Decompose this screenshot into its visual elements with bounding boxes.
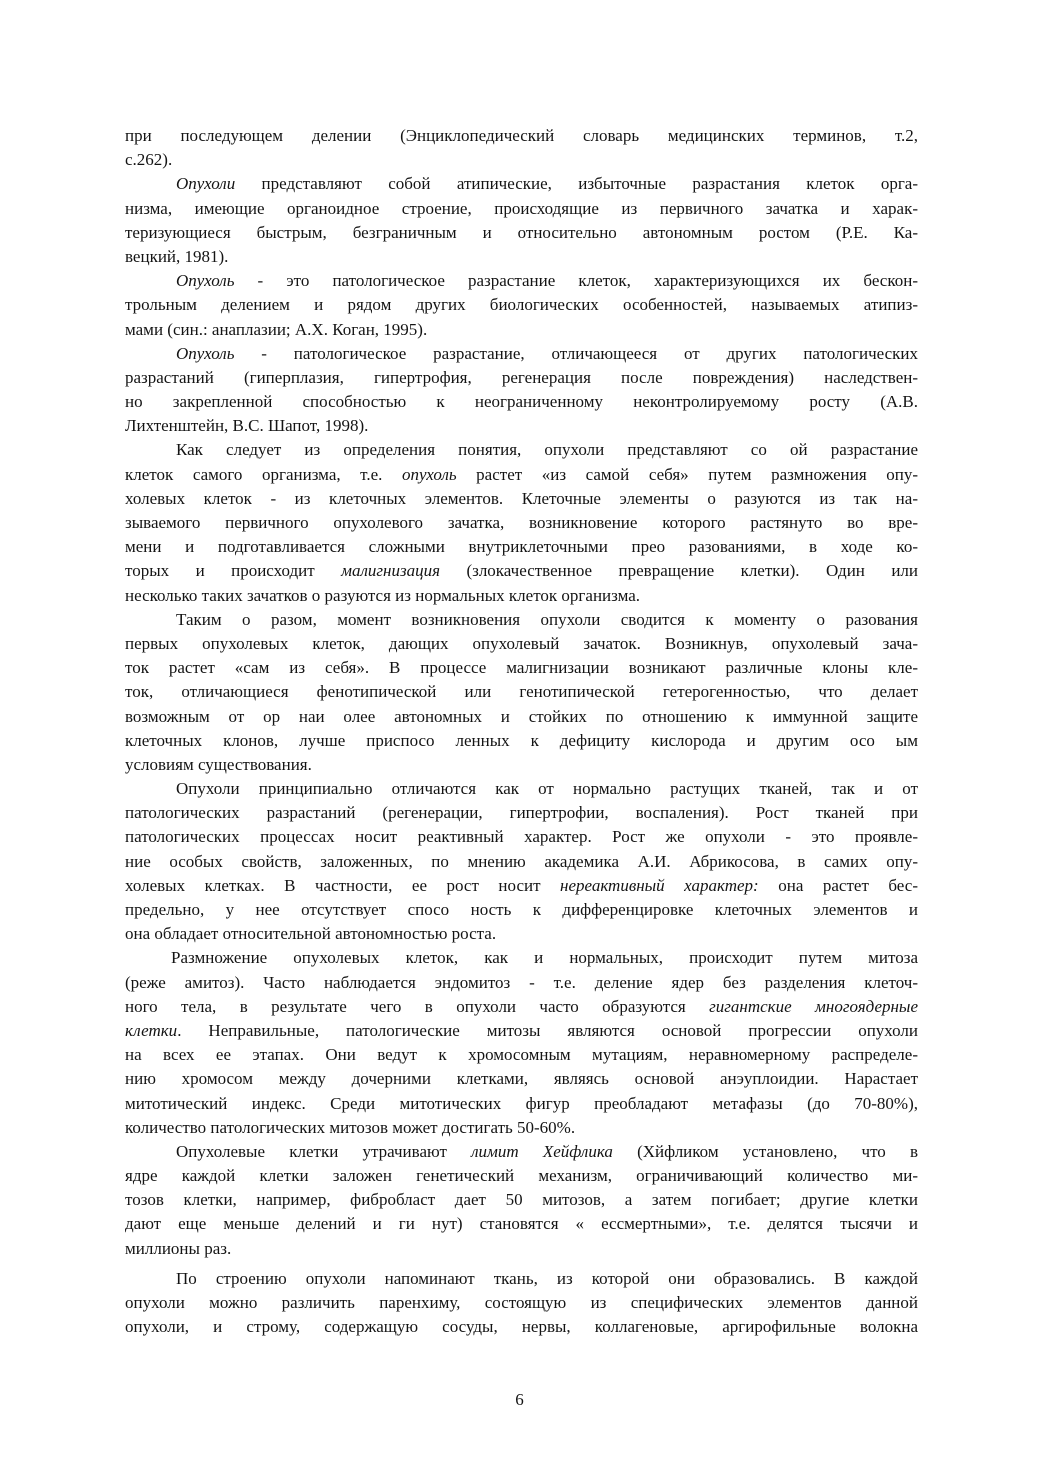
text-line: условиям существования. [125, 754, 312, 774]
paragraph [125, 438, 918, 607]
text-run: (Хйфликом установлено, что в [612, 1141, 918, 1161]
text-run: . Неправильные, патологические митозы являются основой прогрессии опухоли [177, 1020, 918, 1040]
text-line: несколько таких зачатков о разуются из нормальных клеток организма. [125, 585, 641, 605]
text-line [125, 172, 918, 196]
text-run: холевых клетках. В частности, ее рост носит [125, 875, 561, 895]
paragraph [125, 777, 918, 946]
italic-term: опухоль [401, 464, 457, 484]
text-line: она обладает относительной автономностью роста. [125, 924, 497, 944]
italic-term: Опухоль [176, 343, 235, 363]
paragraph [125, 608, 918, 777]
text-line: зываемого первичного опухолевого зачатка, возникновение которого растянуто во вре- [125, 513, 918, 532]
text-line [125, 1140, 918, 1164]
text-line: патологических разрастаний (регенерации, гипертрофии, воспаления). Рост тканей при [125, 803, 918, 823]
text-line: ток, отличающиеся фенотипической или генотипической гетерогенностью, что делает [125, 682, 918, 702]
text-line: ток растет «сам из себя». В процессе малигнизации возникают различные клоны кле- [125, 658, 918, 678]
text-line: патологических процессах носит реактивный характер. Рост же опухоли - это проявле- [125, 827, 918, 847]
text-line: клеточных клонов, лучше приспосо ленных к дефициту кислорода и другим осо ым [125, 730, 918, 750]
text-run: она растет бес- [758, 875, 918, 895]
text-line: нию хромосом между дочерними клетками, являясь основой анэуплоидии. Нарастает [125, 1069, 918, 1089]
italic-term: лимит Хейфлика [471, 1141, 613, 1161]
text-line: низма, имеющие органоидное строение, происходящие из первичного зачатка и харак- [125, 198, 918, 218]
text-line: миллионы раз. [125, 1238, 232, 1258]
text-line [125, 1019, 918, 1043]
italic-term: малигнизация [341, 561, 440, 581]
text-run: растет «из самой себя» путем размножения опу- [456, 464, 918, 484]
text-line: количество патологических митозов может достигать 50-60%. [125, 1117, 576, 1137]
text-line: теризующиеся быстрым, безграничным и относительно автономным ростом (Р.Е. Ка- [125, 222, 918, 242]
text-run: представляют собой атипические, избыточные разрастания клеток орга- [235, 174, 918, 194]
text-line [125, 874, 918, 898]
text-line [125, 995, 918, 1019]
paragraph [125, 342, 918, 439]
text-line: трольным делением и рядом других биологических особенностей, называемых атипиз- [125, 295, 918, 315]
text-run: торых и происходит [125, 561, 342, 581]
text-line: опухоли, и строму, содержащую сосуды, нервы, коллагеновые, аргирофильные волокна [125, 1317, 918, 1337]
body-text [125, 124, 918, 1339]
italic-term: Опухоль [176, 271, 235, 291]
text-line: ние особых свойств, заложенных, по мнению академика А.И. Абрикосова, в самих опу- [125, 851, 918, 871]
text-line: Таким о разом, момент возникновения опухоли сводится к моменту о разования [176, 609, 918, 629]
text-line: при последующем делении (Энциклопедический словарь медицинских терминов, т.2, [125, 126, 918, 145]
paragraph [125, 172, 918, 269]
text-run: ного тела, в результате чего в опухоли часто образуются [125, 996, 710, 1016]
text-run: клеток самого организма, т.е. [125, 464, 402, 484]
italic-term: Опухоли [176, 174, 236, 194]
text-line: тозов клетки, например, фибробласт дает 50 митозов, а затем погибает; другие клетки [125, 1190, 918, 1210]
text-line: но закрепленной способностью к неограниченному неконтролируемому росту (А.В. [125, 392, 918, 412]
text-line: Опухоли принципиально отличаются как от нормально растущих тканей, так и от [176, 779, 918, 799]
text-line: мами (син.: анаплазии; А.Х. Коган, 1995). [125, 319, 428, 339]
text-line: мени и подготавливается сложными внутриклеточными прео разованиями, в ходе ко- [125, 537, 918, 557]
text-line: с.262). [125, 150, 173, 170]
text-line [125, 559, 918, 583]
text-line: Размножение опухолевых клеток, как и нормальных, происходит путем митоза [171, 948, 918, 968]
text-line: холевых клеток - из клеточных элементов. Клеточные элементы о разуются из так на- [125, 488, 918, 508]
text-run: - патологическое разрастание, отличающееся от других патологических [234, 343, 918, 363]
text-line: первых опухолевых клеток, дающих опухолевый зачаток. Возникнув, опухолевый зача- [125, 633, 918, 653]
italic-term: нереактивный характер: [560, 875, 759, 895]
text-line: митотический индекс. Среди митотических фигур преобладают метафазы (до 70-80%), [125, 1093, 918, 1113]
text-line: (реже амитоз). Часто наблюдается эндомитоз - т.е. деление ядер без разделения клеточ- [125, 972, 918, 992]
paragraph [125, 269, 918, 342]
paragraph [125, 124, 918, 172]
text-line: Лихтенштейн, В.С. Шапот, 1998). [125, 416, 369, 436]
text-run: (злокачественное превращение клетки). Один или [440, 561, 919, 581]
text-line: на всех ее этапах. Они ведут к хромосомным мутациям, неравномерному распределе- [125, 1045, 918, 1065]
italic-term: гигантские многоядерные [709, 996, 918, 1016]
italic-term: клетки [125, 1020, 178, 1040]
text-run: Опухолевые клетки утрачивают [176, 1141, 472, 1161]
text-line [125, 342, 918, 366]
text-line: разрастаний (гиперплазия, гипертрофия, регенерация после повреждения) наследствен- [125, 367, 918, 387]
text-run: - это патологическое разрастание клеток, характеризующихся их бескон- [234, 271, 918, 291]
text-line: возможным от ор наи олее автономных и стойких по отношению к иммунной защите [125, 706, 918, 726]
text-line: ядре каждой клетки заложен генетический механизм, ограничивающий количество ми- [125, 1166, 918, 1186]
text-line [125, 463, 918, 487]
text-line [125, 269, 918, 293]
paragraph [125, 946, 918, 1140]
text-line: дают еще меньше делений и ги нут) становятся « ессмертными», т.е. делятся тысячи и [125, 1214, 918, 1234]
text-line: По строению опухоли напоминают ткань, из которой они образовались. В каждой [176, 1268, 918, 1288]
text-line: опухоли можно различить паренхиму, состоящую из специфических элементов данной [125, 1293, 918, 1312]
text-line: предельно, у нее отсутствует спосо ность к дифференцировке клеточных элементов и [125, 900, 918, 919]
page-number: 6 [515, 1390, 524, 1409]
paragraph [125, 1267, 918, 1340]
text-line: Как следует из определения понятия, опухоли представляют со ой разрастание [176, 440, 918, 460]
paragraph [125, 1140, 918, 1261]
text-line: вецкий, 1981). [125, 246, 229, 266]
